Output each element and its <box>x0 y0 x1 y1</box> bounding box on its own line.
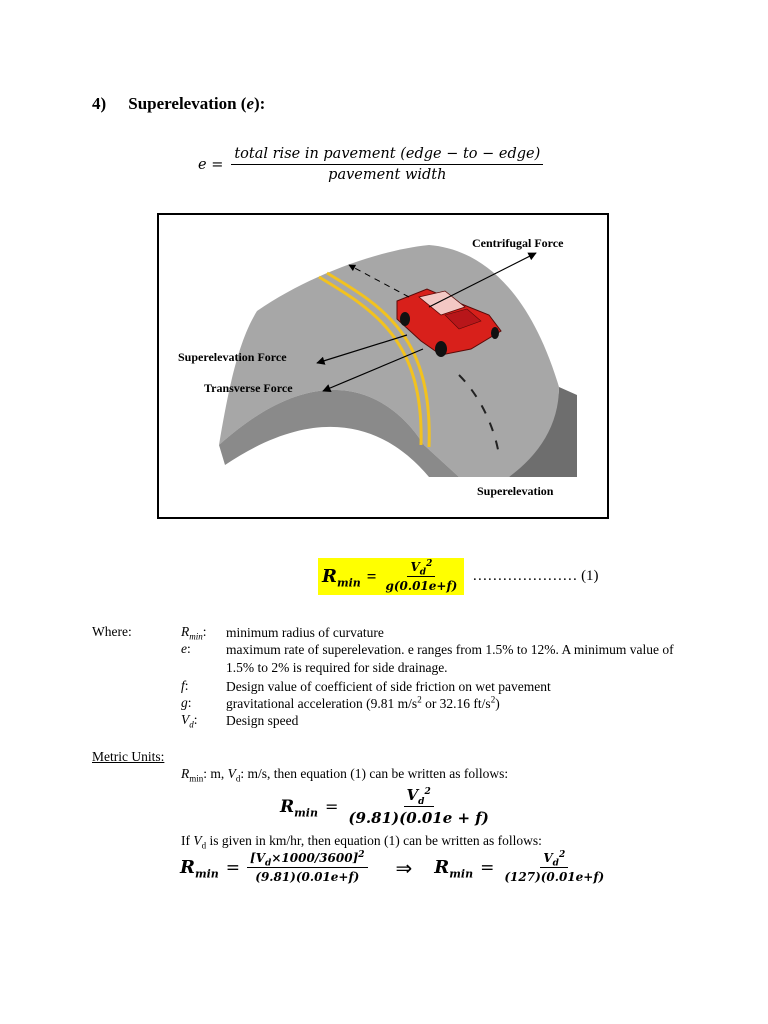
eq1-v: V <box>410 560 420 574</box>
eq-e-fraction <box>231 146 543 183</box>
transverse-force-label: Transverse Force <box>204 381 293 395</box>
def-sym-e: e: <box>181 641 191 656</box>
where-label: Where: <box>92 624 132 639</box>
section-heading <box>92 94 265 114</box>
eq1-dots: ………………… (1) <box>472 568 599 584</box>
eq1-denominator: g(0.01e+f) <box>385 579 458 593</box>
eq1-v-sup: 2 <box>426 559 433 569</box>
eq1-fraction <box>382 560 460 593</box>
superelevation-figure <box>157 213 609 519</box>
def-text-rmin: minimum radius of curvature <box>226 625 384 640</box>
eq2-denominator: (9.81)(0.01e + f) <box>348 809 489 827</box>
superelevation-definition-equation <box>198 146 543 183</box>
section-symbol: e <box>246 94 255 113</box>
centrifugal-force-label: Centrifugal Force <box>472 236 564 250</box>
def-text-f: Design value of coefficient of side friction on wet pavement <box>226 679 551 694</box>
eq3-fraction: $\frac{[V_d\times 1000/3600]^2}{(9.81)(0.01e+f)}$ <box>247 851 367 884</box>
eq-e-numerator: total rise in pavement (edge − to − edge) <box>231 146 543 165</box>
eq1-r: R <box>322 566 337 587</box>
equation-metric: $R_{min}$ = $\frac{V_d^2}{(9.81)(0.01e + f)}$ <box>280 786 492 827</box>
def-text-vd: Design speed <box>226 713 299 728</box>
superelevation-label: Superelevation <box>477 484 554 498</box>
def-text-g: gravitational acceleration (9.81 $m/s^2$ or 32.16 $ft/s^2$) <box>226 694 500 711</box>
def-sym-f: f: <box>181 678 189 693</box>
section-number: 4) <box>92 94 107 113</box>
eq4-fraction: $\frac{V_d^2}{(127)(0.01e+f)}$ <box>504 850 605 884</box>
eq1-r-sub: min <box>336 576 361 590</box>
def-text-e: maximum rate of superelevation. e ranges from 1.5% to 12%. A minimum value of 1.5% to 2% is required for side drainage. <box>226 642 674 675</box>
eq-e-lhs: e = <box>198 156 224 173</box>
road-illustration <box>159 215 607 517</box>
metric-units-text: $R_{min}$: m, $V_d$: m/s, then equation (1) can be written as follows: <box>181 766 509 784</box>
implies-arrow: ⇒ <box>395 855 413 880</box>
section-close: ): <box>254 94 266 113</box>
section-title: Superelevation ( <box>128 94 247 113</box>
superelevation-force-label: Superelevation Force <box>178 350 287 364</box>
def-sym-g: g: <box>181 695 192 710</box>
def-sym-rmin: $R_{min}$: <box>181 624 207 642</box>
eq1-v-sub: d <box>419 567 427 578</box>
eq2-fraction: $\frac{V_d^2}{(9.81)(0.01e + f)}$ <box>345 786 491 827</box>
kmhr-text: If $V_d$ is given in km/hr, then equation (1) can be written as follows: <box>181 833 542 851</box>
equation-1-highlight <box>318 558 464 595</box>
eq1-equals: = <box>366 566 377 586</box>
eq-e-denominator: pavement width <box>328 167 447 183</box>
equation-1 <box>318 558 599 595</box>
equation-kmhr: $R_{min}$ = $\frac{[V_d\times 1000/3600]^2}{(9.81)(0.01e+f)}$ ⇒ $R_{min}$ = $\frac{V_d^2}{(127)(0.01e+f)}$ <box>180 851 607 884</box>
metric-units-label: Metric Units: <box>92 749 165 764</box>
def-sym-vd: $V_d$: <box>181 712 198 730</box>
